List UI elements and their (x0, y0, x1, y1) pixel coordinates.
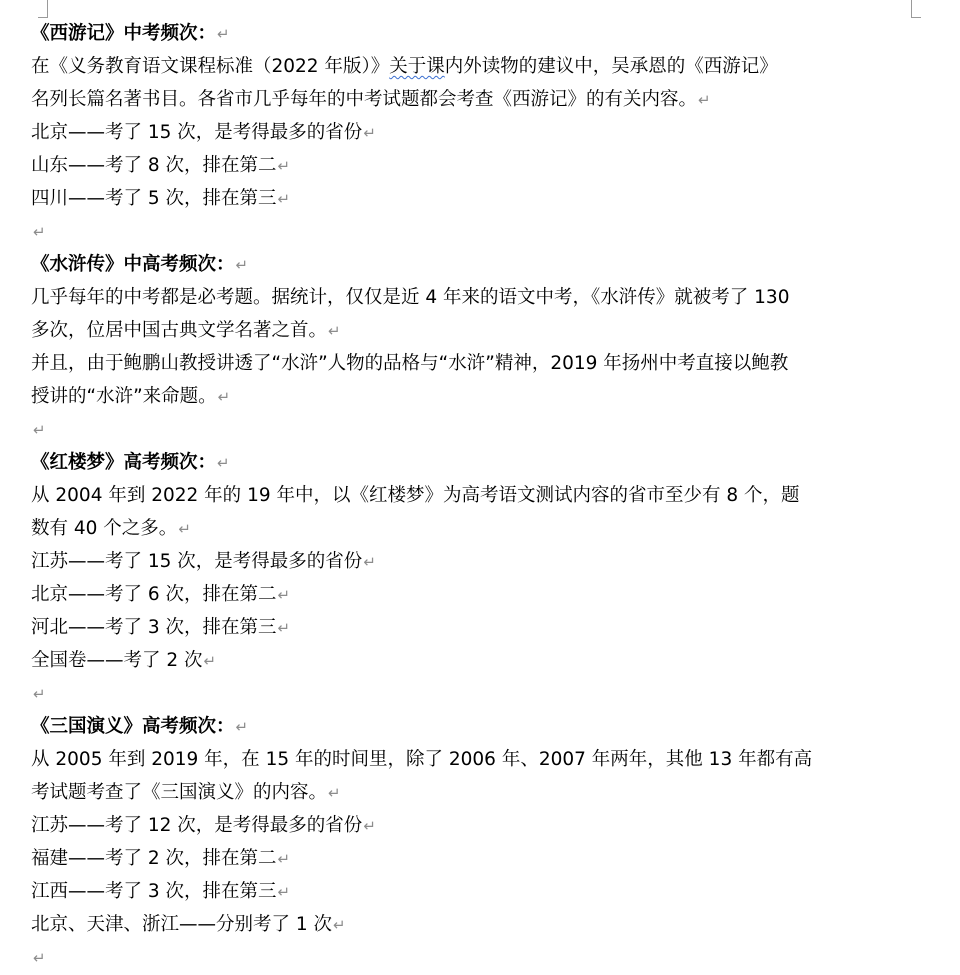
paragraph-line: 多次，位居中国古典文学名著之首。↵ (31, 320, 341, 341)
paragraph-mark-icon: ↵ (217, 388, 231, 406)
paragraph-mark-icon: ↵ (277, 157, 291, 175)
paragraph-line: 在《义务教育语文课程标准（2022 年版）》关于课内外读物的建议中，吴承恩的《西游记》 (31, 56, 778, 77)
paragraph-mark-icon: ↵ (217, 454, 230, 472)
document-body[interactable] (31, 17, 926, 974)
paragraph-line: 授讲的“水浒”来命题。↵ (31, 386, 231, 407)
list-item: 山东——考了 8 次，排在第二↵ (31, 155, 291, 176)
paragraph-mark-icon: ↵ (328, 784, 341, 802)
paragraph-mark-icon: ↵ (33, 949, 46, 967)
paragraph-mark-icon: ↵ (277, 883, 291, 901)
paragraph-mark-icon: ↵ (333, 916, 346, 934)
list-item: 全国卷——考了 2 次↵ (31, 650, 217, 671)
paragraph-line: 名列长篇名著书目。各省市几乎每年的中考试题都会考查《西游记》的有关内容。↵ (31, 89, 711, 110)
paragraph-mark-icon: ↵ (363, 553, 376, 571)
margin-corner-mark-left (38, 0, 48, 18)
paragraph-line: 从 2005 年到 2019 年，在 15 年的时间里，除了 2006 年、2007 年两年，其他 13 年都有高 (31, 749, 813, 770)
section-heading-hongloumeng: 《红楼梦》高考频次：↵ (31, 452, 230, 473)
list-item: 福建——考了 2 次，排在第二↵ (31, 848, 291, 869)
empty-paragraph (31, 215, 926, 248)
paragraph-mark-icon: ↵ (33, 421, 46, 439)
paragraph-line: 并且，由于鲍鹏山教授讲透了“水浒”人物的品格与“水浒”精神，2019 年扬州中考直接以鲍教 (31, 353, 789, 374)
section-heading-xiyouji: 《西游记》中考频次：↵ (31, 23, 230, 44)
paragraph-mark-icon: ↵ (235, 718, 249, 736)
paragraph-mark-icon: ↵ (277, 586, 291, 604)
paragraph-mark-icon: ↵ (178, 520, 191, 538)
paragraph-mark-icon: ↵ (217, 25, 230, 43)
paragraph-mark-icon: ↵ (277, 619, 291, 637)
paragraph-mark-icon: ↵ (698, 91, 711, 109)
list-item: 河北——考了 3 次，排在第三↵ (31, 617, 291, 638)
empty-paragraph (31, 677, 926, 710)
paragraph-mark-icon: ↵ (363, 124, 376, 142)
list-item: 北京——考了 6 次，排在第二↵ (31, 584, 291, 605)
paragraph-line: 数有 40 个之多。↵ (31, 518, 191, 539)
empty-paragraph (31, 413, 926, 446)
paragraph-mark-icon: ↵ (328, 322, 341, 340)
list-item: 北京——考了 15 次，是考得最多的省份↵ (31, 122, 376, 143)
list-item: 江苏——考了 12 次，是考得最多的省份↵ (31, 815, 376, 836)
paragraph-mark-icon: ↵ (235, 256, 249, 274)
list-item: 江西——考了 3 次，排在第三↵ (31, 881, 291, 902)
section-heading-sanguoyanyi: 《三国演义》高考频次：↵ (31, 716, 249, 737)
list-item: 江苏——考了 15 次，是考得最多的省份↵ (31, 551, 376, 572)
paragraph-line: 几乎每年的中考都是必考题。据统计，仅仅是近 4 年来的语文中考，《水浒传》就被考了 130 (31, 287, 790, 308)
list-item: 北京、天津、浙江——分别考了 1 次↵ (31, 914, 346, 935)
margin-corner-mark-right (911, 0, 921, 18)
spelling-flagged-text[interactable]: 关于课 (389, 56, 445, 77)
paragraph-mark-icon: ↵ (363, 817, 376, 835)
paragraph-mark-icon: ↵ (277, 190, 291, 208)
paragraph-line: 考试题考查了《三国演义》的内容。↵ (31, 782, 341, 803)
paragraph-mark-icon: ↵ (33, 685, 46, 703)
section-heading-shuihuzhuan: 《水浒传》中高考频次：↵ (31, 254, 249, 275)
list-item: 四川——考了 5 次，排在第三↵ (31, 188, 291, 209)
paragraph-mark-icon: ↵ (33, 223, 46, 241)
paragraph-mark-icon: ↵ (277, 850, 291, 868)
paragraph-mark-icon: ↵ (203, 652, 217, 670)
paragraph-line: 从 2004 年到 2022 年的 19 年中，以《红楼梦》为高考语文测试内容的省市至少有 8 个，题 (31, 485, 800, 506)
